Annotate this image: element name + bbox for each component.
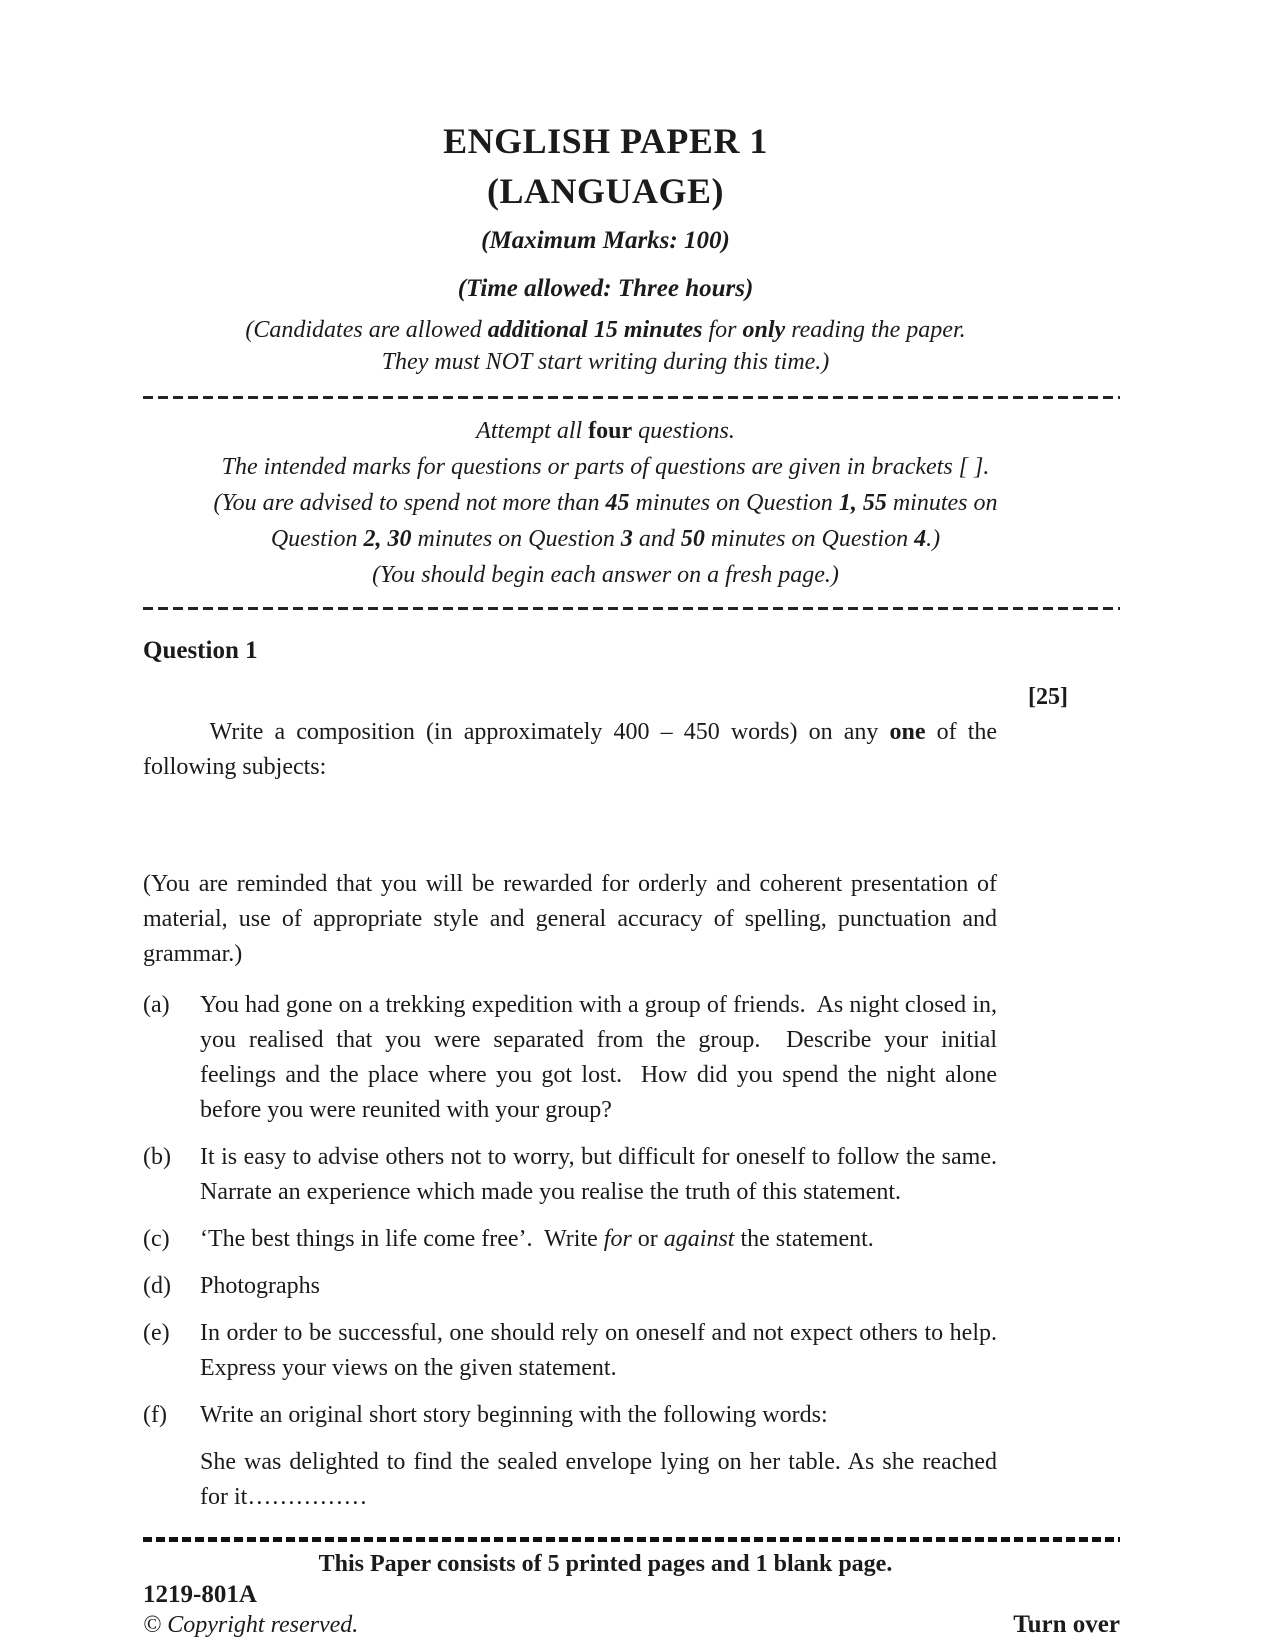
paper-title-line1: ENGLISH PAPER 1	[443, 121, 768, 161]
question-1-intro	[143, 680, 1068, 855]
item-label-c: (c)	[143, 1226, 170, 1252]
paper-title-line2: (LANGUAGE)	[487, 171, 724, 211]
turn-over-label: Turn over	[1013, 1611, 1120, 1638]
time-allowed-line: (Time allowed: Three hours)	[457, 275, 754, 302]
item-label-b: (b)	[143, 1144, 171, 1170]
story-opening-line: She was delighted to find the sealed envelope lying on her table. As she reached for it……………	[200, 1449, 1003, 1510]
item-label-e: (e)	[143, 1320, 170, 1346]
footer-pages-note: This Paper consists of 5 printed pages and 1 blank page.	[318, 1551, 893, 1577]
question-item-e	[143, 1316, 1003, 1386]
item-label-f: (f)	[143, 1402, 167, 1428]
item-text-f: Write an original short story beginning with the following words:	[200, 1402, 828, 1428]
item-label-a: (a)	[143, 992, 170, 1018]
dashed-divider-middle	[143, 607, 1120, 610]
max-marks-line: (Maximum Marks: 100)	[481, 227, 730, 254]
copyright-notice: © Copyright reserved.	[143, 1612, 359, 1638]
instruction-line-2: The intended marks for questions or parts of questions are given in brackets [ ].	[221, 454, 990, 480]
reading-note-line2: They must NOT start writing during this time.)	[381, 349, 830, 375]
question-1-section	[143, 634, 1068, 1515]
instruction-line-4: Question 2, 30 minutes on Question 3 and 50 minutes on Question 4.)	[270, 526, 941, 552]
question-1-note: (You are reminded that you will be rewarded for orderly and coherent presentation of material, use of appropriate style and general accuracy of spelling, punctuation and grammar.)	[143, 871, 1003, 967]
item-text-b: It is easy to advise others not to worry, but difficult for oneself to follow the same. Narrate an experience which made you realise the truth of this statement.	[200, 1144, 1003, 1205]
question-1-heading: Question 1	[143, 637, 258, 664]
instruction-line-3: (You are advised to spend not more than 45 minutes on Question 1, 55 minutes on	[213, 490, 998, 516]
question-item-b	[143, 1140, 1003, 1210]
dashed-divider-top	[143, 396, 1120, 399]
item-text-e: In order to be successful, one should rely on oneself and not expect others to help. Express your views on the given statement.	[200, 1320, 1003, 1381]
item-text-d: Photographs	[200, 1273, 320, 1299]
instruction-line-1: Attempt all four questions.	[476, 418, 735, 444]
question-1-options-list	[143, 988, 1003, 1515]
item-text-c: ‘The best things in life come free’. Write for or against the statement.	[200, 1226, 874, 1252]
paper-code: 1219-801A	[143, 1581, 257, 1608]
question-item-c	[143, 1222, 997, 1257]
item-label-d: (d)	[143, 1273, 171, 1299]
question-item-a	[143, 988, 1003, 1128]
question-1-marks-badge: [25]	[1028, 684, 1068, 710]
question-1-intro-text: Write a composition (in approximately 400 – 450 words) on any one of the following subjects:	[143, 719, 1004, 780]
instruction-line-5: (You should begin each answer on a fresh page.)	[372, 562, 839, 588]
question-item-d	[143, 1269, 997, 1304]
question-item-f	[143, 1398, 997, 1433]
dashed-divider-bottom	[143, 1537, 1120, 1542]
item-text-a: You had gone on a trekking expedition with a group of friends. As night closed in, you realised that you were separated from the group. Describe your initial feelings and the place where you got lost. How did you spend the night alone before you were reunited with your group?	[200, 992, 1003, 1123]
footer-bottom-row	[143, 1610, 1120, 1640]
reading-note-line1: (Candidates are allowed additional 15 minutes for only reading the paper.	[245, 317, 966, 343]
